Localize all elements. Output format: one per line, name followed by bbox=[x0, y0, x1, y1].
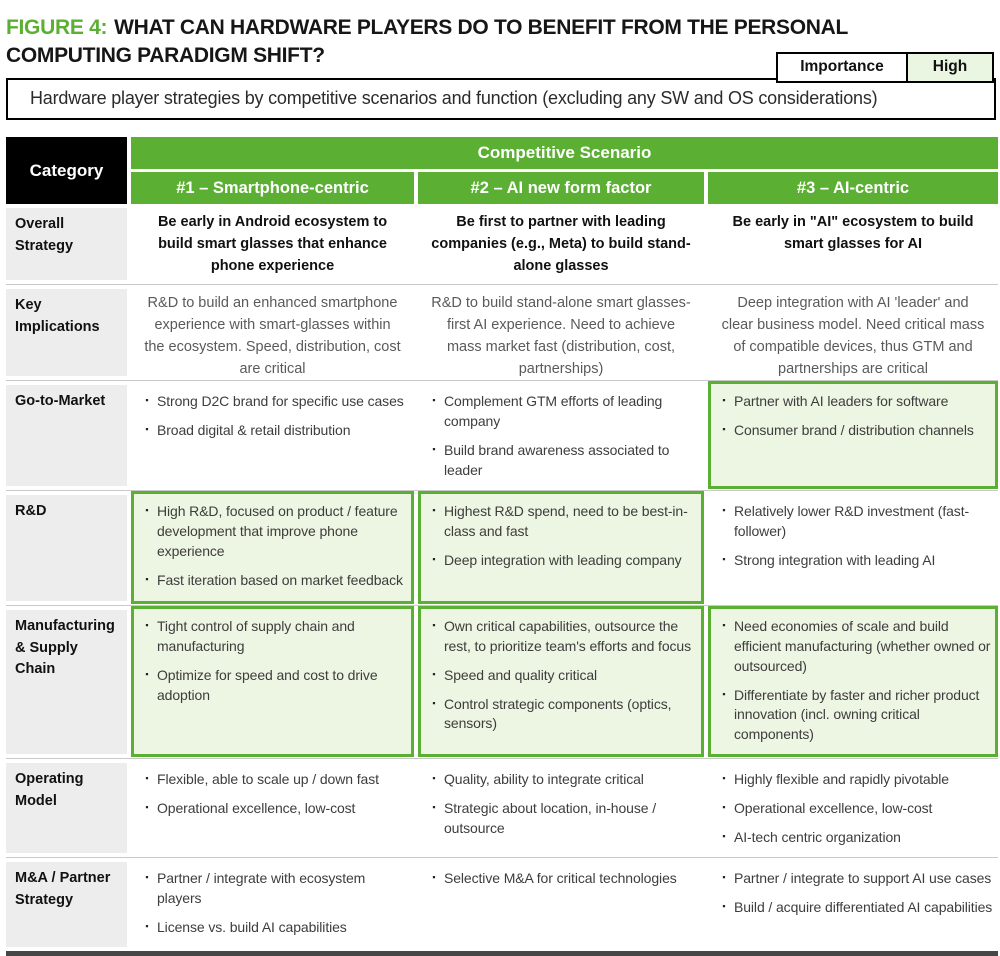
content-cell: R&D to build an enhanced smartphone experience with smart-glasses within the ecosystem. Speed, distribution, cost are critical bbox=[144, 295, 401, 377]
bullet-item bbox=[137, 617, 410, 657]
bullet-text: Strong integration with leading AI bbox=[734, 551, 936, 568]
bullet-icon: ▪ bbox=[145, 668, 149, 679]
bullet-text: Highly flexible and rapidly pivotable bbox=[734, 771, 949, 788]
bullet-icon: ▪ bbox=[145, 802, 149, 813]
bullet-item bbox=[714, 686, 994, 746]
bullet-icon: ▪ bbox=[722, 688, 726, 699]
content-cell bbox=[131, 606, 414, 757]
figure-label: FIGURE 4: bbox=[6, 16, 108, 39]
bullet-icon: ▪ bbox=[432, 668, 436, 679]
bullet-text: Deep integration with leading company bbox=[444, 551, 682, 568]
content-cell: Deep integration with AI 'leader' and clear business model. Need critical mass of compatible devices, thus GTM and partnerships are critical bbox=[721, 295, 985, 377]
bullet-text: Flexible, able to scale up / down fast bbox=[157, 771, 379, 788]
bullet-icon: ▪ bbox=[432, 697, 436, 708]
bullet-icon: ▪ bbox=[145, 504, 149, 515]
bullet-text: Partner / integrate with ecosystem players bbox=[157, 869, 366, 906]
bullet-icon: ▪ bbox=[145, 773, 149, 784]
content-cell bbox=[708, 495, 998, 605]
bullet-text: Quality, ability to integrate critical bbox=[444, 771, 644, 788]
bullet-item bbox=[137, 392, 410, 412]
content-cell bbox=[418, 385, 704, 490]
category-cell: M&A / Partner Strategy bbox=[6, 862, 127, 947]
content-cell: Be first to partner with leading companies (e.g., Meta) to build stand-alone glasses bbox=[431, 214, 691, 274]
bullet-item bbox=[424, 799, 700, 839]
bullet-item bbox=[424, 441, 700, 481]
bullet-item bbox=[137, 666, 410, 706]
bullet-item bbox=[137, 421, 410, 441]
table-row bbox=[6, 857, 998, 951]
figure-title-line1: WHAT CAN HARDWARE PLAYERS DO TO BENEFIT FROM THE PERSONAL bbox=[114, 16, 849, 39]
content-cell bbox=[131, 491, 414, 604]
figure-title-line2: COMPUTING PARADIGM SHIFT? bbox=[6, 43, 325, 67]
bullet-icon: ▪ bbox=[145, 619, 149, 630]
bullet-item bbox=[714, 392, 994, 412]
bullet-icon: ▪ bbox=[432, 504, 436, 515]
bullet-icon: ▪ bbox=[722, 395, 726, 406]
table-row bbox=[6, 490, 998, 605]
bullet-text: Highest R&D spend, need to be best-in-class and fast bbox=[444, 502, 688, 539]
bullet-item bbox=[714, 551, 994, 571]
bullet-item bbox=[714, 617, 994, 677]
bullet-icon: ▪ bbox=[722, 900, 726, 911]
bullet-text: Operational excellence, low-cost bbox=[157, 800, 356, 817]
bullet-item bbox=[137, 770, 410, 790]
bullet-text: Partner with AI leaders for software bbox=[734, 393, 949, 410]
bullet-icon: ▪ bbox=[432, 619, 436, 630]
bullet-text: Strategic about location, in-house / outsource bbox=[444, 800, 656, 836]
bullet-text: Tight control of supply chain and manufacturing bbox=[157, 617, 355, 654]
bullet-icon: ▪ bbox=[432, 553, 436, 564]
bullet-icon: ▪ bbox=[145, 424, 149, 435]
category-header-cell: Category bbox=[6, 137, 127, 204]
scenario-header-cell: Competitive Scenario bbox=[131, 137, 998, 169]
bullet-item bbox=[714, 421, 994, 441]
strategy-table bbox=[6, 137, 998, 955]
column-header-ai-new-form-factor: #2 – AI new form factor bbox=[418, 172, 704, 204]
bullet-icon: ▪ bbox=[145, 920, 149, 931]
bullet-item bbox=[137, 869, 410, 909]
bullet-icon: ▪ bbox=[722, 504, 726, 515]
scenario-header-group bbox=[131, 137, 998, 204]
bullet-text: Operational excellence, low-cost bbox=[734, 800, 933, 817]
importance-badge bbox=[776, 52, 994, 83]
bullet-item bbox=[714, 799, 994, 819]
content-cell bbox=[418, 862, 704, 951]
content-cell bbox=[418, 606, 704, 757]
bullet-item bbox=[137, 799, 410, 819]
bullet-item bbox=[424, 392, 700, 432]
bullet-item bbox=[714, 869, 994, 889]
bullet-text: Speed and quality critical bbox=[444, 666, 598, 683]
table-row bbox=[6, 758, 998, 857]
bullet-icon: ▪ bbox=[722, 619, 726, 630]
column-header-smartphone-centric: #1 – Smartphone-centric bbox=[131, 172, 414, 204]
bullet-item bbox=[137, 502, 410, 562]
bullet-text: Control strategic components (optics, sensors) bbox=[444, 695, 672, 732]
bullet-text: Selective M&A for critical technologies bbox=[444, 869, 677, 886]
content-cell bbox=[418, 763, 704, 857]
content-cell bbox=[418, 491, 704, 604]
bullet-item bbox=[714, 502, 994, 542]
table-rows bbox=[6, 204, 998, 950]
bullet-text: Differentiate by faster and richer product innovation (incl. owning critical components) bbox=[734, 686, 980, 743]
content-cell: R&D to build stand-alone smart glasses-first AI experience. Need to achieve mass market fast (distribution, cost, partnerships) bbox=[431, 295, 691, 377]
bullet-icon: ▪ bbox=[432, 802, 436, 813]
table-row bbox=[6, 380, 998, 490]
column-header-ai-centric: #3 – AI-centric bbox=[708, 172, 998, 204]
bullet-icon: ▪ bbox=[432, 395, 436, 406]
category-cell: Manufacturing & Supply Chain bbox=[6, 610, 127, 754]
bullet-text: Relatively lower R&D investment (fast-follower) bbox=[734, 502, 970, 539]
content-cell bbox=[131, 862, 414, 951]
table-row bbox=[6, 284, 998, 380]
importance-badge-label: Importance bbox=[778, 54, 908, 81]
bullet-icon: ▪ bbox=[722, 871, 726, 882]
content-cell bbox=[708, 763, 998, 857]
figure-title bbox=[6, 14, 906, 69]
category-cell: Operating Model bbox=[6, 763, 127, 853]
bullet-item bbox=[424, 695, 700, 735]
bullet-item bbox=[137, 571, 410, 591]
bullet-icon: ▪ bbox=[722, 802, 726, 813]
bullet-item bbox=[714, 770, 994, 790]
bullet-item bbox=[424, 551, 700, 571]
bullet-text: Own critical capabilities, outsource the rest, to prioritize team's efforts and focus bbox=[444, 617, 692, 654]
bullet-item bbox=[424, 666, 700, 686]
importance-badge-value: High bbox=[908, 54, 992, 81]
bullet-text: Complement GTM efforts of leading company bbox=[444, 393, 663, 430]
content-cell bbox=[708, 862, 998, 951]
bullet-text: Broad digital & retail distribution bbox=[157, 422, 351, 439]
category-cell: Overall Strategy bbox=[6, 208, 127, 280]
bullet-icon: ▪ bbox=[722, 773, 726, 784]
table-row bbox=[6, 605, 998, 758]
subtitle-box: Hardware player strategies by competitive scenarios and function (excluding any SW and OS considerations) bbox=[6, 78, 996, 120]
bullet-item bbox=[424, 617, 700, 657]
table-header bbox=[6, 137, 998, 204]
bullet-text: Build / acquire differentiated AI capabilities bbox=[734, 898, 993, 915]
bullet-text: High R&D, focused on product / feature development that improve phone experience bbox=[157, 502, 398, 559]
bullet-item bbox=[424, 869, 700, 889]
content-cell: Be early in "AI" ecosystem to build smart glasses for AI bbox=[732, 214, 974, 253]
bullet-text: Partner / integrate to support AI use cases bbox=[734, 869, 992, 886]
content-cell bbox=[131, 385, 414, 490]
bullet-item bbox=[714, 828, 994, 848]
bullet-item bbox=[714, 898, 994, 918]
content-cell bbox=[708, 381, 998, 489]
bullet-icon: ▪ bbox=[145, 395, 149, 406]
content-cell bbox=[131, 763, 414, 857]
bullet-text: Consumer brand / distribution channels bbox=[734, 422, 974, 439]
bullet-item bbox=[137, 918, 410, 938]
content-cell bbox=[708, 606, 998, 757]
category-cell: Key Implications bbox=[6, 289, 127, 376]
bullet-item bbox=[424, 770, 700, 790]
bullet-icon: ▪ bbox=[722, 553, 726, 564]
bullet-icon: ▪ bbox=[432, 773, 436, 784]
bullet-text: Need economies of scale and build efficient manufacturing (whether owned or outsourced) bbox=[734, 617, 991, 674]
scenario-columns bbox=[131, 172, 998, 204]
bullet-icon: ▪ bbox=[432, 871, 436, 882]
bullet-item bbox=[424, 502, 700, 542]
bullet-icon: ▪ bbox=[432, 444, 436, 455]
table-row bbox=[6, 204, 998, 284]
bullet-text: License vs. build AI capabilities bbox=[157, 918, 347, 935]
bullet-text: Optimize for speed and cost to drive adoption bbox=[157, 666, 378, 703]
category-cell: R&D bbox=[6, 495, 127, 601]
bullet-icon: ▪ bbox=[145, 871, 149, 882]
bullet-text: Strong D2C brand for specific use cases bbox=[157, 393, 404, 410]
bullet-icon: ▪ bbox=[145, 573, 149, 584]
bullet-text: Fast iteration based on market feedback bbox=[157, 571, 403, 588]
bullet-icon: ▪ bbox=[722, 830, 726, 841]
table-bottom-border bbox=[6, 951, 998, 956]
content-cell: Be early in Android ecosystem to build smart glasses that enhance phone experience bbox=[157, 214, 388, 274]
bullet-icon: ▪ bbox=[722, 424, 726, 435]
bullet-text: AI-tech centric organization bbox=[734, 828, 901, 845]
bullet-text: Build brand awareness associated to leader bbox=[444, 442, 670, 479]
category-cell: Go-to-Market bbox=[6, 385, 127, 486]
